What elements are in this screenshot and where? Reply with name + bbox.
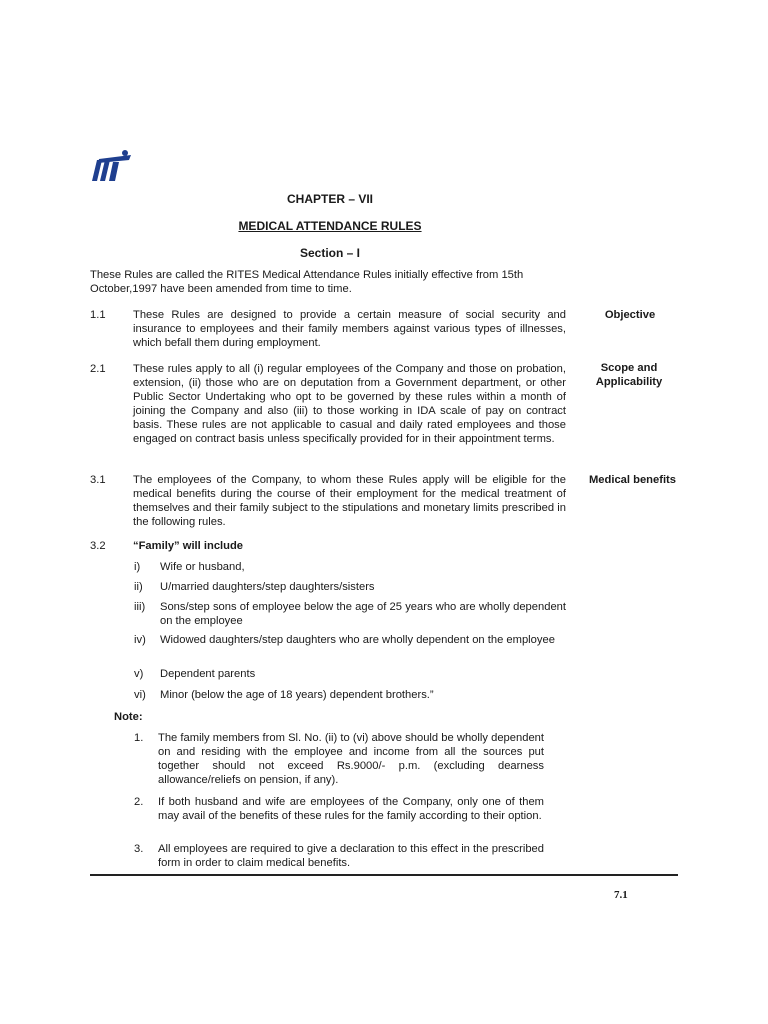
item-number: iii)	[134, 601, 146, 613]
note-number: 3.	[134, 843, 144, 855]
item-text: Minor (below the age of 18 years) dependent brothers.”	[160, 689, 434, 701]
item-number: ii)	[134, 581, 143, 593]
side-heading-scope: Scope and Applicability	[595, 362, 663, 388]
paragraph-number: 3.1	[90, 474, 106, 486]
paragraph-heading: “Family” will include	[133, 540, 244, 552]
rites-logo	[88, 150, 136, 184]
note-number: 1.	[134, 732, 144, 744]
note-heading: Note:	[114, 711, 143, 723]
item-text: Sons/step sons of employee below the age of 25 years who are wholly dependent on the employee	[160, 601, 566, 627]
paragraph-number: 3.2	[90, 540, 106, 552]
item-text: Wife or husband,	[160, 561, 245, 573]
footer-rule	[90, 874, 678, 876]
paragraph-number: 2.1	[90, 363, 106, 375]
paragraph-text: These rules apply to all (i) regular employees of the Company and those on probation, extension, (ii) those who are on deputation from a Government department, or other Public Sector Undertaking who opt to be governed by these rules within a month of joining the Company and also (iii) to those working in IDA scale of pay on contract basis. These rules are not applicable to casual and daily rated employees and those engaged on contract basis unless specifically provided for in their appointment terms.	[133, 363, 566, 445]
paragraph-text: These Rules are designed to provide a certain measure of social security and insurance to employees and their family members against various types of illnesses, which befall them during employment.	[133, 309, 566, 349]
chapter-heading: CHAPTER – VII	[286, 192, 373, 206]
paragraph-number: 1.1	[90, 309, 106, 321]
item-text: Widowed daughters/step daughters who are wholly dependent on the employee	[160, 634, 555, 646]
side-heading-objective: Objective	[604, 309, 656, 321]
paragraph-text: The employees of the Company, to whom these Rules apply will be eligible for the medical benefits during the course of their employment for the medical treatment of themselves and their family subject to the stipulations and monetary limits prescribed in the following rules.	[133, 474, 566, 528]
item-number: iv)	[134, 634, 146, 646]
item-number: vi)	[134, 689, 146, 701]
note-number: 2.	[134, 796, 144, 808]
document-title: MEDICAL ATTENDANCE RULES	[238, 219, 422, 233]
item-text: Dependent parents	[160, 668, 256, 680]
side-heading-medical-benefits: Medical benefits	[588, 474, 677, 486]
section-heading: Section – I	[299, 246, 361, 260]
intro-paragraph: These Rules are called the RITES Medical Attendance Rules initially effective from 15th October,1997 have been amended from time to time.	[90, 269, 524, 295]
note-text: All employees are required to give a declaration to this effect in the prescribed form in order to claim medical benefits.	[158, 843, 544, 869]
note-text: The family members from Sl. No. (ii) to (vi) above should be wholly dependent on and residing with the employee and income from all the sources put together should not exceed Rs.9000/- p.m. (excluding dearness allowance/reliefs on pension, if any).	[158, 732, 544, 786]
item-number: v)	[134, 668, 144, 680]
item-number: i)	[134, 561, 141, 573]
item-text: U/married daughters/step daughters/sisters	[160, 581, 375, 593]
note-text: If both husband and wife are employees of the Company, only one of them may avail of the benefits of these rules for the family according to their option.	[158, 796, 544, 822]
page-number: 7.1	[614, 889, 628, 901]
